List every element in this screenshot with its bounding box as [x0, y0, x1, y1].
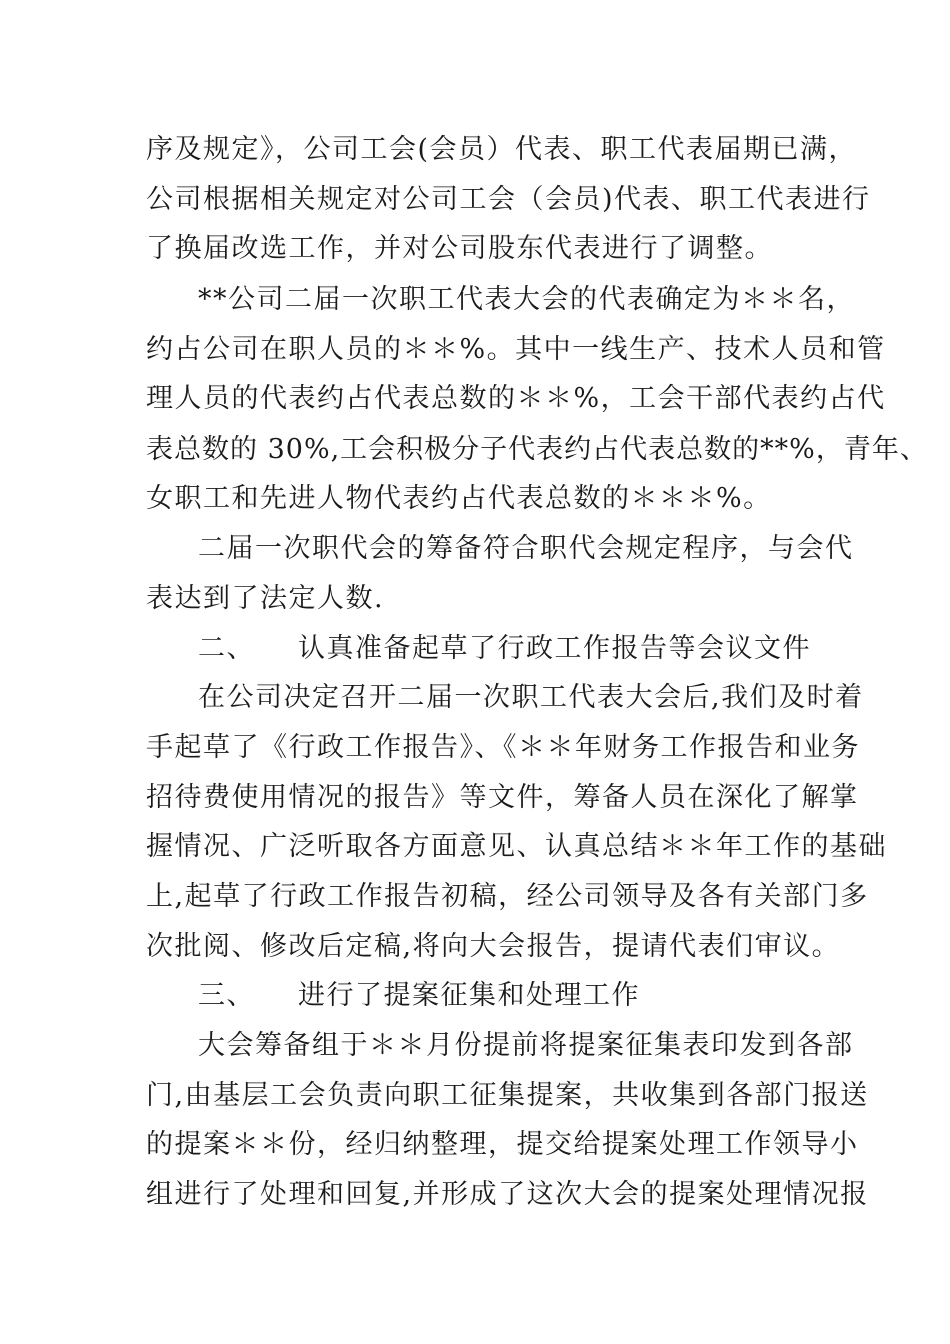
paragraph-line: 在公司决定召开二届一次职工代表大会后,我们及时着 — [198, 682, 864, 713]
section-heading: 进行了提案征集和处理工作 — [298, 980, 640, 1011]
section-number: 二、 — [198, 633, 255, 664]
paragraph-line: 约占公司在职人员的＊＊%。其中一线生产、技术人员和管 — [146, 334, 886, 365]
paragraph-line: 握情况、广泛听取各方面意见、认真总结＊＊年工作的基础 — [146, 831, 887, 862]
paragraph-line: 大会筹备组于＊＊月份提前将提案征集表印发到各部 — [198, 1030, 854, 1061]
paragraph-line: 公司根据相关规定对公司工会（会员)代表、职工代表进行 — [146, 184, 871, 215]
section-heading: 认真准备起草了行政工作报告等会议文件 — [298, 633, 811, 664]
paragraph-line: 了换届改选工作，并对公司股东代表进行了调整。 — [146, 233, 773, 264]
paragraph-line: 理人员的代表约占代表总数的＊＊%，工会干部代表约占代 — [146, 383, 886, 414]
section-number: 三、 — [198, 980, 255, 1011]
paragraph-line: 二届一次职代会的筹备符合职代会规定程序，与会代 — [198, 533, 854, 564]
paragraph-line: 招待费使用情况的报告》等文件，筹备人员在深化了解掌 — [146, 782, 859, 813]
paragraph-line: 上,起草了行政工作报告初稿，经公司领导及各有关部门多 — [146, 881, 869, 912]
paragraph-line: 序及规定》，公司工会(会员）代表、职工代表届期已满， — [146, 134, 858, 165]
paragraph-line: 手起草了《行政工作报告》、《＊＊年财务工作报告和业务 — [146, 732, 860, 763]
paragraph-line: 次批阅、修改后定稿,将向大会报告，提请代表们审议。 — [146, 931, 841, 962]
paragraph-line: 表达到了法定人数. — [146, 583, 385, 614]
paragraph-line: 门,由基层工会负责向职工征集提案，共收集到各部门报送 — [146, 1080, 869, 1111]
paragraph-line: 的提案＊＊份，经归纳整理，提交给提案处理工作领导小 — [146, 1129, 859, 1160]
paragraph-line: 组进行了处理和回复,并形成了这次大会的提案处理情况报 — [146, 1179, 869, 1210]
paragraph-line: 表总数的 30%,工会积极分子代表约占代表总数的**%，青年、 — [146, 434, 928, 465]
paragraph-line: 女职工和先进人物代表约占代表总数的＊＊＊%。 — [146, 483, 772, 514]
paragraph-line: **公司二届一次职工代表大会的代表确定为＊＊名， — [198, 284, 855, 315]
